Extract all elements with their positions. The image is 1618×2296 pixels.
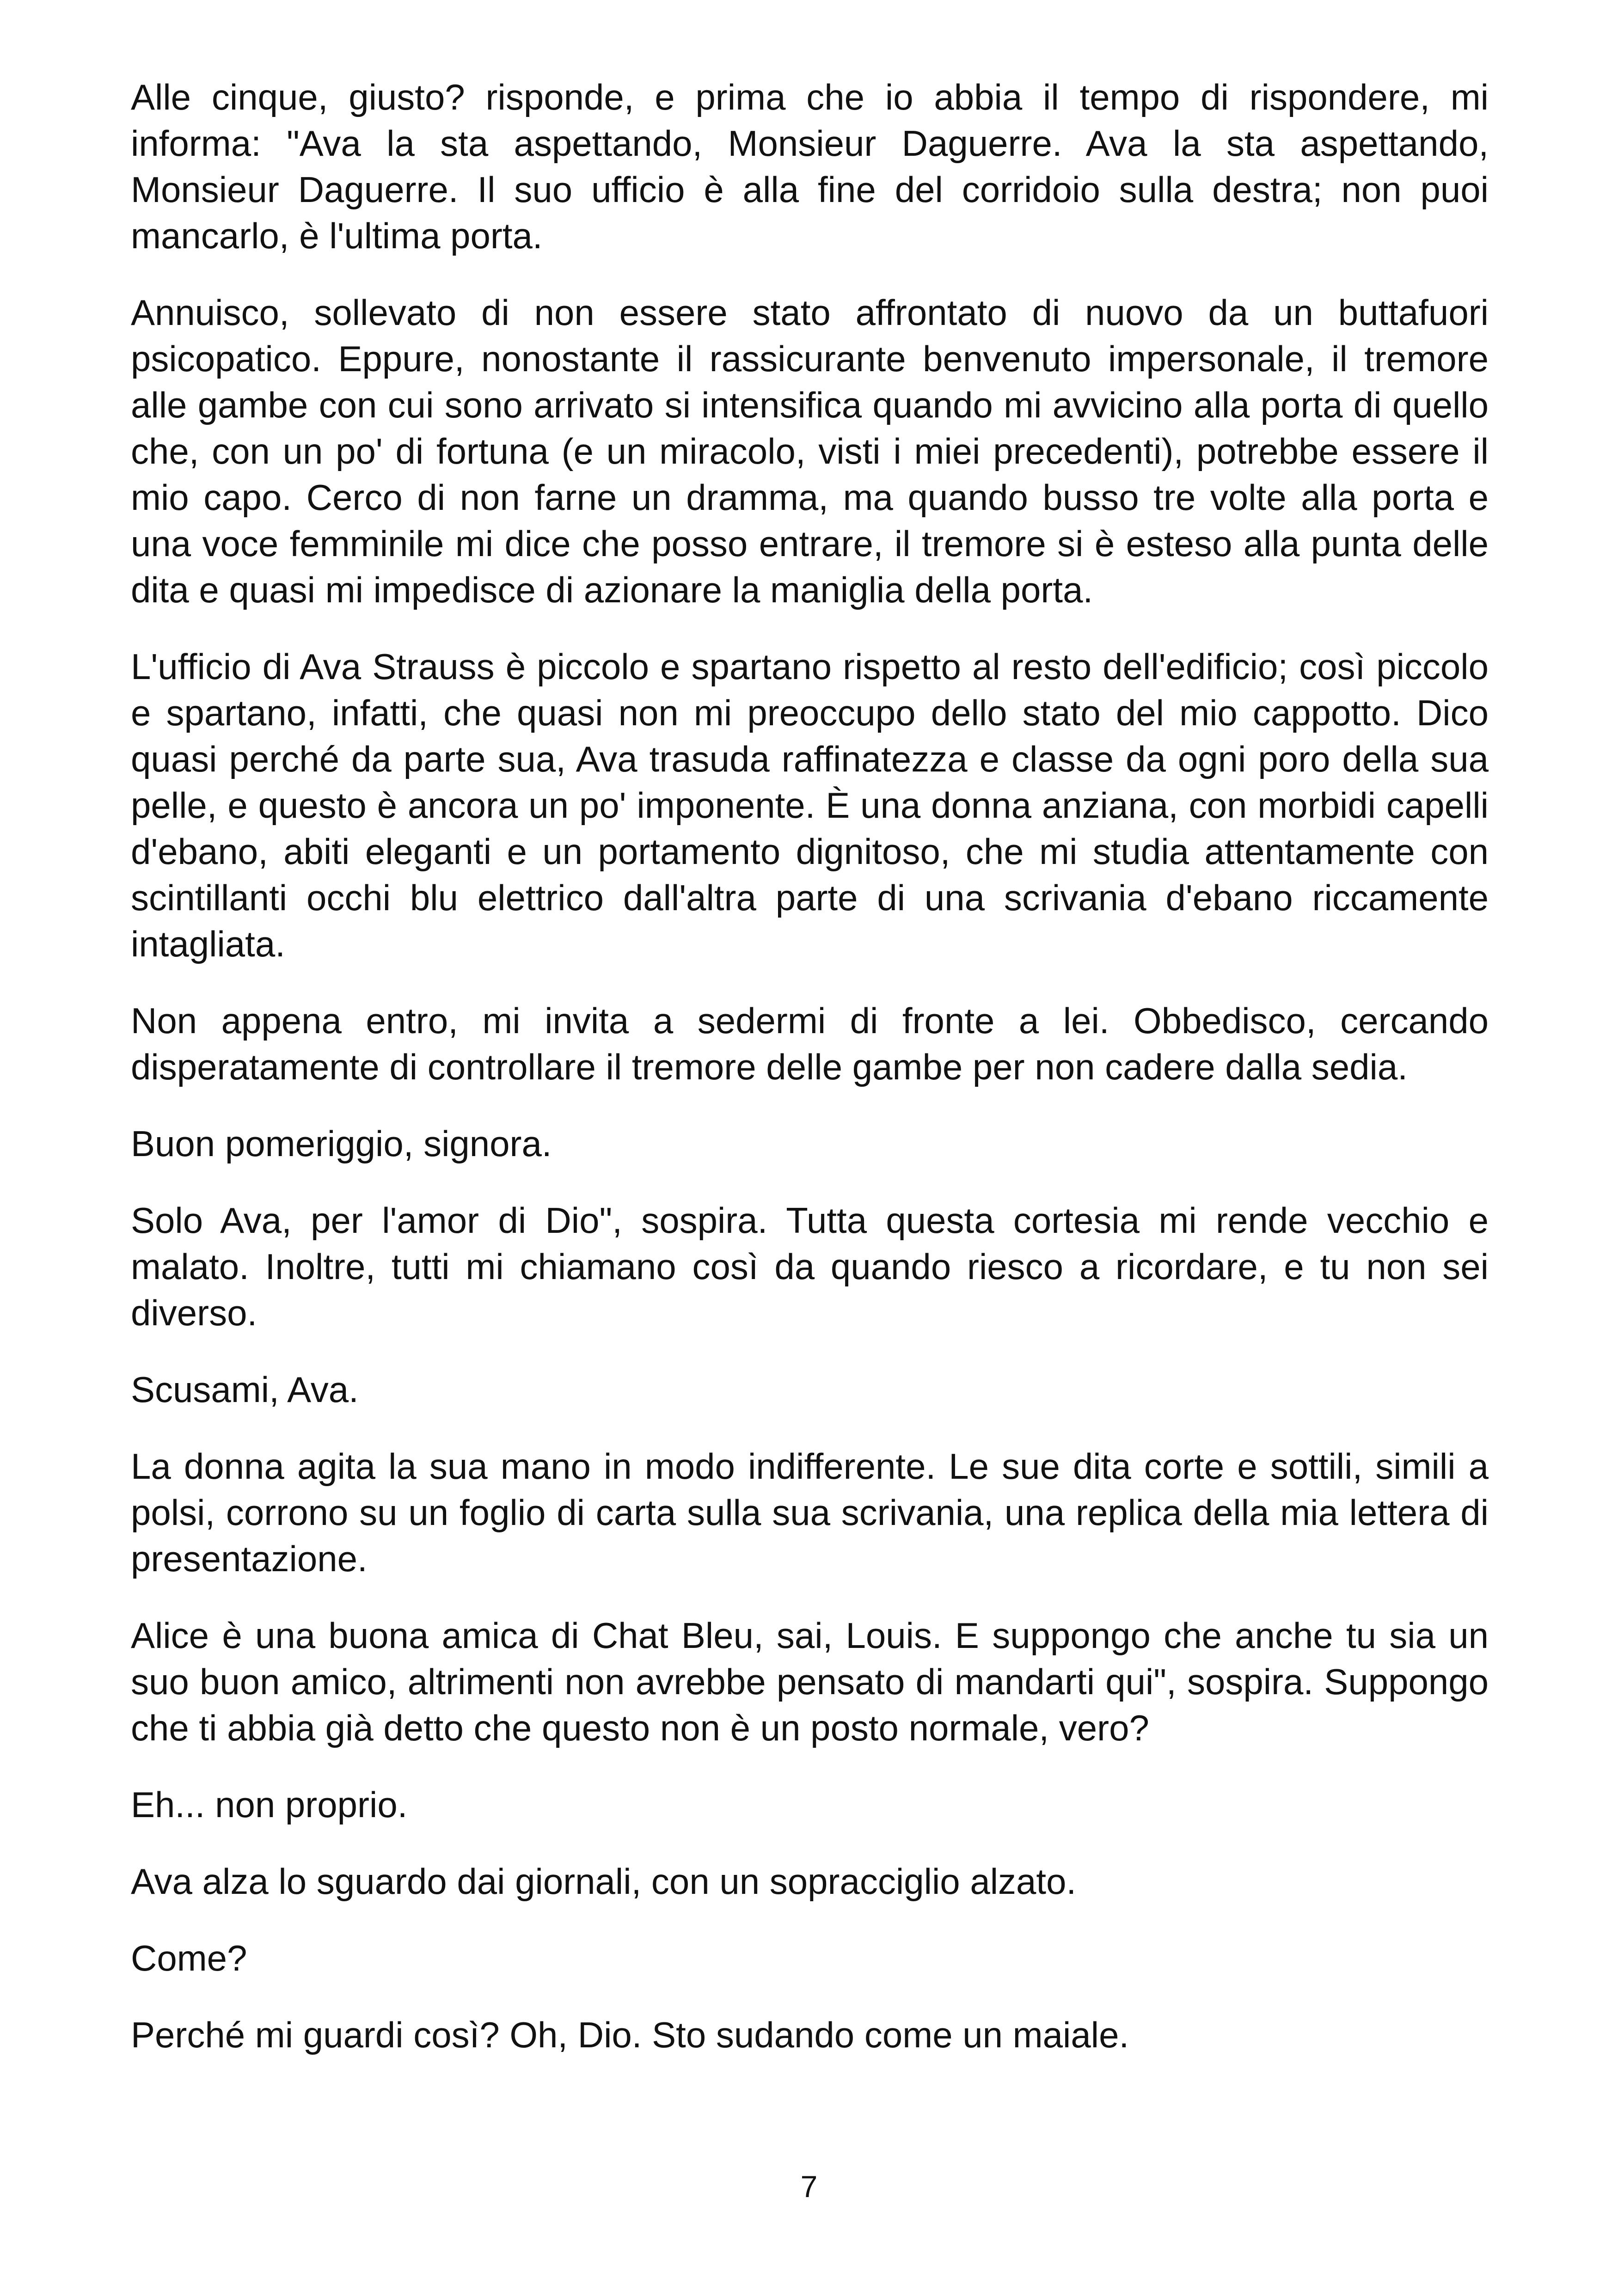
paragraph: La donna agita la sua mano in modo indifferente. Le sue dita corte e sottili, simili a polsi, corrono su un foglio di carta sulla sua scrivania, una replica della mia lettera di presentazione. — [131, 1446, 1489, 1579]
paragraph: Buon pomeriggio, signora. — [131, 1123, 552, 1164]
paragraph: Perché mi guardi così? Oh, Dio. Sto sudando come un maiale. — [131, 2014, 1129, 2055]
paragraph: Come? — [131, 1938, 247, 1978]
page-body — [131, 74, 1489, 2058]
paragraph: Solo Ava, per l'amor di Dio", sospira. Tutta questa cortesia mi rende vecchio e malato. Inoltre, tutti mi chiamano così da quando riesco a ricordare, e tu non sei diverso. — [131, 1200, 1489, 1333]
paragraph: Eh... non proprio. — [131, 1784, 408, 1825]
paragraph: Ava alza lo sguardo dai giornali, con un sopracciglio alzato. — [131, 1861, 1077, 1902]
paragraph: L'ufficio di Ava Strauss è piccolo e spartano rispetto al resto dell'edificio; così piccolo e spartano, infatti, che quasi non mi preoccupo dello stato del mio cappotto. Dico quasi perché da parte sua, Ava trasuda raffinatezza e classe da ogni poro della sua pelle, e questo è ancora un po' imponente. È una donna anziana, con morbidi capelli d'ebano, abiti eleganti e un portamento dignitoso, che mi studia attentamente con scintillanti occhi blu elettrico dall'altra parte di una scrivania d'ebano riccamente intagliata. — [131, 646, 1489, 964]
paragraph: Non appena entro, mi invita a sedermi di fronte a lei. Obbedisco, cercando disperatamente di controllare il tremore delle gambe per non cadere dalla sedia. — [131, 1000, 1489, 1087]
page-number: 7 — [800, 2169, 818, 2204]
paragraph: Alice è una buona amica di Chat Bleu, sai, Louis. E suppongo che anche tu sia un suo buon amico, altrimenti non avrebbe pensato di mandarti qui", sospira. Suppongo che ti abbia già detto che questo non è un posto normale, vero? — [131, 1615, 1489, 1748]
paragraph: Annuisco, sollevato di non essere stato affrontato di nuovo da un buttafuori psicopatico. Eppure, nonostante il rassicurante benvenuto impersonale, il tremore alle gambe con cui sono arrivato si intensifica quando mi avvicino alla porta di quello che, con un po' di fortuna (e un miracolo, visti i miei precedenti), potrebbe essere il mio capo. Cerco di non farne un dramma, ma quando busso tre volte alla porta e una voce femminile mi dice che posso entrare, il tremore si è esteso alla punta delle dita e quasi mi impedisce di azionare la maniglia della porta. — [131, 292, 1489, 610]
paragraph: Scusami, Ava. — [131, 1369, 359, 1410]
paragraph: Alle cinque, giusto? risponde, e prima che io abbia il tempo di rispondere, mi informa: "Ava la sta aspettando, Monsieur Daguerre. Ava la sta aspettando, Monsieur Daguerre. Il suo ufficio è alla fine del corridoio sulla destra; non puoi mancarlo, è l'ultima porta. — [131, 77, 1489, 256]
